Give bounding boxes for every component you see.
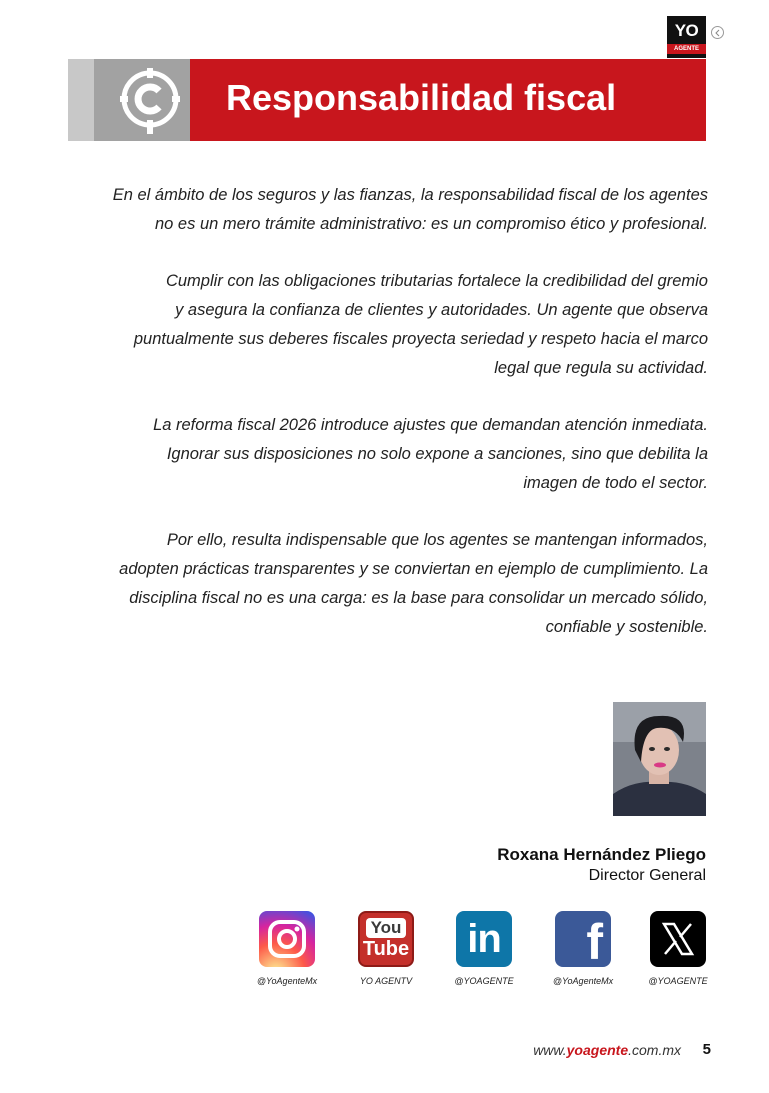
- text-line: y asegura la confianza de clientes y autoridades. Un agente que observa: [175, 301, 708, 319]
- linkedin-handle: @YOAGENTE: [454, 976, 514, 986]
- text-line: adopten prácticas transparentes y se conviertan en ejemplo de cumplimiento. La: [119, 560, 708, 578]
- text-line: La reforma fiscal 2026 introduce ajustes que demandan atención inmediata.: [153, 416, 708, 434]
- text-line: imagen de todo el sector.: [523, 474, 708, 492]
- text-line: disciplina fiscal no es una carga: es la base para consolidar un mercado sólido,: [129, 589, 708, 607]
- footer-website-link[interactable]: [533, 1042, 681, 1058]
- paragraph: [66, 267, 708, 383]
- text-line: legal que regula su actividad.: [494, 359, 708, 377]
- instagram-icon[interactable]: [259, 911, 315, 967]
- social-linkedin[interactable]: [449, 911, 519, 986]
- url-suffix: .com.mx: [628, 1042, 681, 1058]
- paragraph: [66, 181, 708, 239]
- url-prefix: www.: [533, 1042, 567, 1058]
- text-line: puntualmente sus deberes fiscales proyecta seriedad y respeto hacia el marco: [133, 330, 708, 348]
- text-line: Ignorar sus disposiciones no solo expone a sanciones, sino que debilita la: [166, 445, 708, 463]
- logo-top-text: YO: [674, 21, 699, 40]
- text-line: Por ello, resulta indispensable que los agentes se mantengan informados,: [166, 531, 708, 549]
- linkedin-logo: in: [467, 917, 501, 961]
- target-c-emblem-icon: [120, 68, 180, 134]
- social-facebook[interactable]: [548, 911, 618, 986]
- social-instagram[interactable]: [252, 911, 322, 986]
- page-title: Responsabilidad fiscal: [226, 77, 617, 118]
- youtube-icon[interactable]: [358, 911, 414, 967]
- yo-agente-logo: [667, 16, 706, 58]
- youtube-logo-bottom: Tube: [362, 938, 410, 960]
- author-name: Roxana Hernández Pliego: [497, 845, 706, 864]
- author-role: Director General: [588, 867, 706, 884]
- x-icon[interactable]: [650, 911, 706, 967]
- facebook-logo: f: [586, 914, 603, 967]
- youtube-logo-top: You: [366, 918, 406, 938]
- text-line: En el ámbito de los seguros y las fianzas, la responsabilidad fiscal de los agentes: [112, 186, 708, 204]
- banner-light-strip: [68, 59, 94, 141]
- instagram-handle: @YoAgenteMx: [256, 976, 318, 986]
- text-line: no es un mero trámite administrativo: es un compromiso ético y profesional.: [155, 215, 708, 233]
- url-brand: yoagente: [566, 1042, 629, 1058]
- facebook-handle: @YoAgenteMx: [552, 976, 614, 986]
- paragraph: [66, 411, 708, 498]
- x-handle: @YOAGENTE: [648, 976, 708, 986]
- title-banner: [68, 59, 706, 141]
- article-body: [66, 181, 708, 670]
- author-photo: [613, 702, 706, 816]
- youtube-handle: YO AGENTV: [359, 976, 413, 986]
- social-x[interactable]: [643, 911, 713, 986]
- social-youtube[interactable]: [351, 911, 421, 986]
- logo-bottom-text: AGENTE: [667, 44, 706, 54]
- facebook-icon[interactable]: [555, 911, 611, 967]
- text-line: confiable y sostenible.: [545, 618, 708, 636]
- text-line: Cumplir con las obligaciones tributarias fortalece la credibilidad del gremio: [165, 272, 708, 290]
- paragraph: [66, 526, 708, 642]
- page-number: 5: [702, 1041, 711, 1058]
- chevron-left-circle-icon[interactable]: [711, 26, 724, 39]
- linkedin-icon[interactable]: [456, 911, 512, 967]
